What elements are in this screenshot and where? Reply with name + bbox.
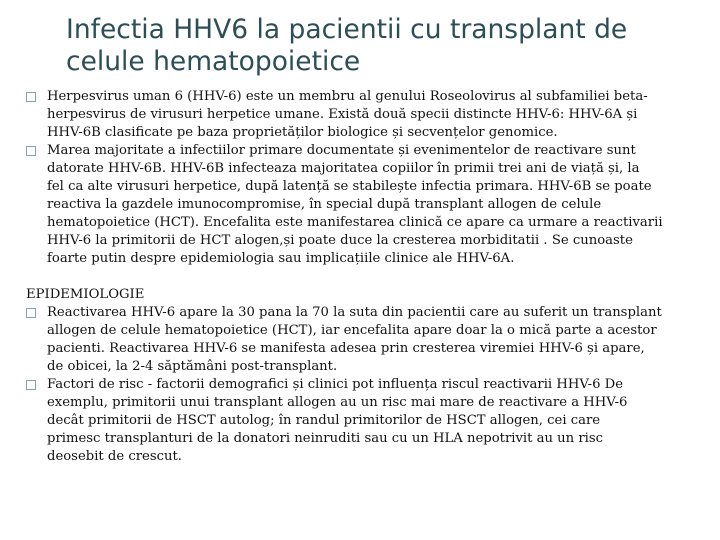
bullet-line: Reactivarea HHV-6 apare la 30 pana la 70 la suta din pacientii care au suferit un transplant [47,305,662,320]
bullet-box-icon [26,380,36,390]
bullet-item [26,304,690,376]
bullet-line: decât primitorii de HSCT autolog; în randul primitorilor de HSCT allogen, cei care [47,413,601,428]
bullet-line: Marea majoritate a infectiilor primare documentate și evenimentelor de reactivare sunt [47,143,636,158]
bullet-line: primesc transplanturi de la donatori neinruditi sau cu un HLA nepotrivit au un risc [47,431,604,446]
bullet-line: hematopoietice (HCT). Encefalita este manifestarea clinică ce apare ca urmare a reactivarii [47,215,663,230]
bullet-line: HHV-6B clasificate pe baza proprietăților biologice și secvențelor genomice. [47,125,558,140]
bullet-item [26,376,690,466]
bullet-line: allogen de celule hematopoietice (HCT), iar encefalita apare doar la o mică parte a acestor [47,323,657,338]
bullet-box-icon [26,92,36,102]
bullet-line: reactiva la gazdele imunocompromise, în special după transplant allogen de celule [47,197,602,212]
bullet-line: herpesvirus de virusuri herpetice umane. Există două specii distincte HHV-6: HHV-6A și [47,107,638,122]
section-heading-text: EPIDEMIOLOGIE [26,287,145,302]
bullet-line: deosebit de crescut. [47,449,182,464]
bullet-item [26,142,690,268]
slide-title [66,14,706,78]
bullet-line: datorate HHV-6B. HHV-6B infecteaza majoritatea copiilor în primii trei ani de viață și, la [47,161,640,176]
bullet-line: HHV-6 la primitorii de HCT alogen,și poate duce la cresterea morbiditatii . Se cunoaste [47,233,633,248]
bullet-line: fel ca alte virusuri herpetice, după latență se stabilește infectia primara. HHV-6B se poate [47,179,652,194]
bullet-box-icon [26,308,36,318]
slide-body [26,88,690,466]
bullet-line: Factori de risc - factorii demografici și clinici pot influența riscul reactivarii HHV-6 De [47,377,624,392]
bullet-line: pacienti. Reactivarea HHV-6 se manifesta adesea prin cresterea viremiei HHV-6 și apare, [47,341,645,356]
bullet-line: Herpesvirus uman 6 (HHV-6) este un membru al genului Roseolovirus al subfamiliei beta- [47,89,648,104]
bullet-line: de obicei, la 2-4 săptămâni post-transplant. [47,359,338,374]
bullet-item [26,88,690,142]
slide-title-line-1: Infectia HHV6 la pacientii cu transplant de [66,14,628,45]
slide-title-line-2: celule hematopoietice [66,46,361,77]
section-heading-epidemiology [26,286,690,304]
bullet-line: foarte putin despre epidemiologia sau implicațiile clinice ale HHV-6A. [47,251,515,266]
bullet-box-icon [26,146,36,156]
bullet-line: exemplu, primitorii unui transplant allogen au un risc mai mare de reactivare a HHV-6 [47,395,628,410]
